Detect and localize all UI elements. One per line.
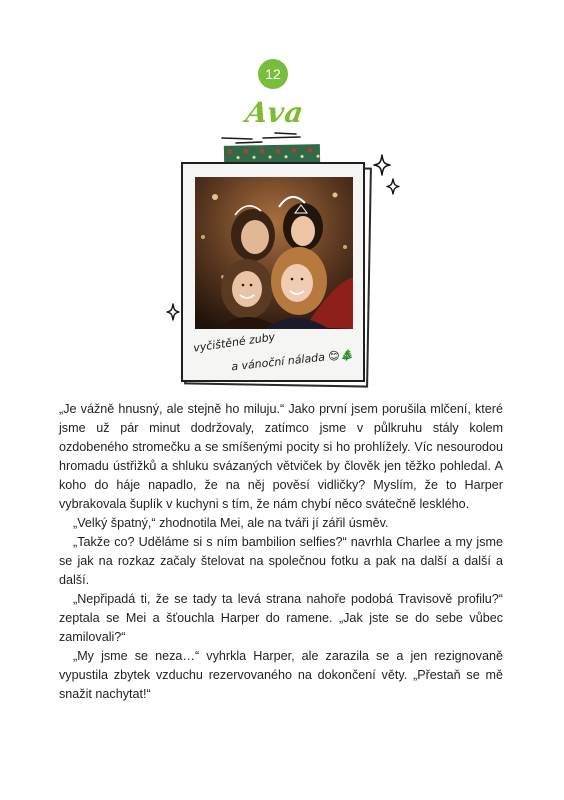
caption-line-2: a vánoční nálada 😊🎄 (230, 347, 354, 374)
paragraph: „Velký špatný,“ zhodnotila Mei, ale na tváři jí zářil úsměv. (73, 516, 389, 530)
chapter-title: Ava (243, 96, 307, 129)
sparkle-icon (373, 154, 391, 176)
washi-tape (224, 144, 320, 164)
polaroid-frame (181, 162, 365, 382)
paragraph: „Takže co? Uděláme si s ním bambilion selfies?“ navrhla Charlee a my jsme se jak na rozkaz začaly štelovat na společnou fotku a pak na další a další a další. (59, 535, 503, 587)
caption-line-1: vyčištěné zuby (192, 330, 276, 355)
paragraph: „My jsme se neza…“ vyhrkla Harper, ale zarazila se a jen rezignovaně vypustila zbytek vzduchu rezervovaného na dokončení věty. „Přestaň se mě snažit nachytat!“ (59, 649, 503, 701)
paragraph: „Nepřipadá ti, že se tady ta levá strana nahoře podobá Travisově profilu?“ zeptala se Mei a šťouchla Harper do ramene. „Jak jste se do sebe vůbec zamilovali?“ (59, 592, 503, 644)
chapter-number: 12 (265, 66, 281, 82)
paragraph: „Je vážně hnusný, ale stejně ho miluju.“ Jako první jsem porušila mlčení, které jsme už pár minut dodržovaly, zatímco jsme v půlkruhu stály kolem ozdobeného stromečku a se smíšenými pocity si ho prohlížely. Víc nesourodou hromadu ústřižků a shluku svázaných větviček by člověk jen těžko pohledal. A koho do háje napadlo, že na něj pověsí vidličky? Myslím, že to Harper vybrakovala šuplík v kuchyni s tím, že nám chybí něco svátečně lesklého. (59, 402, 503, 511)
chapter-body (59, 400, 503, 704)
sparkle-icon (386, 178, 400, 195)
group-selfie-photo (195, 177, 353, 329)
sparkle-icon (166, 303, 180, 321)
